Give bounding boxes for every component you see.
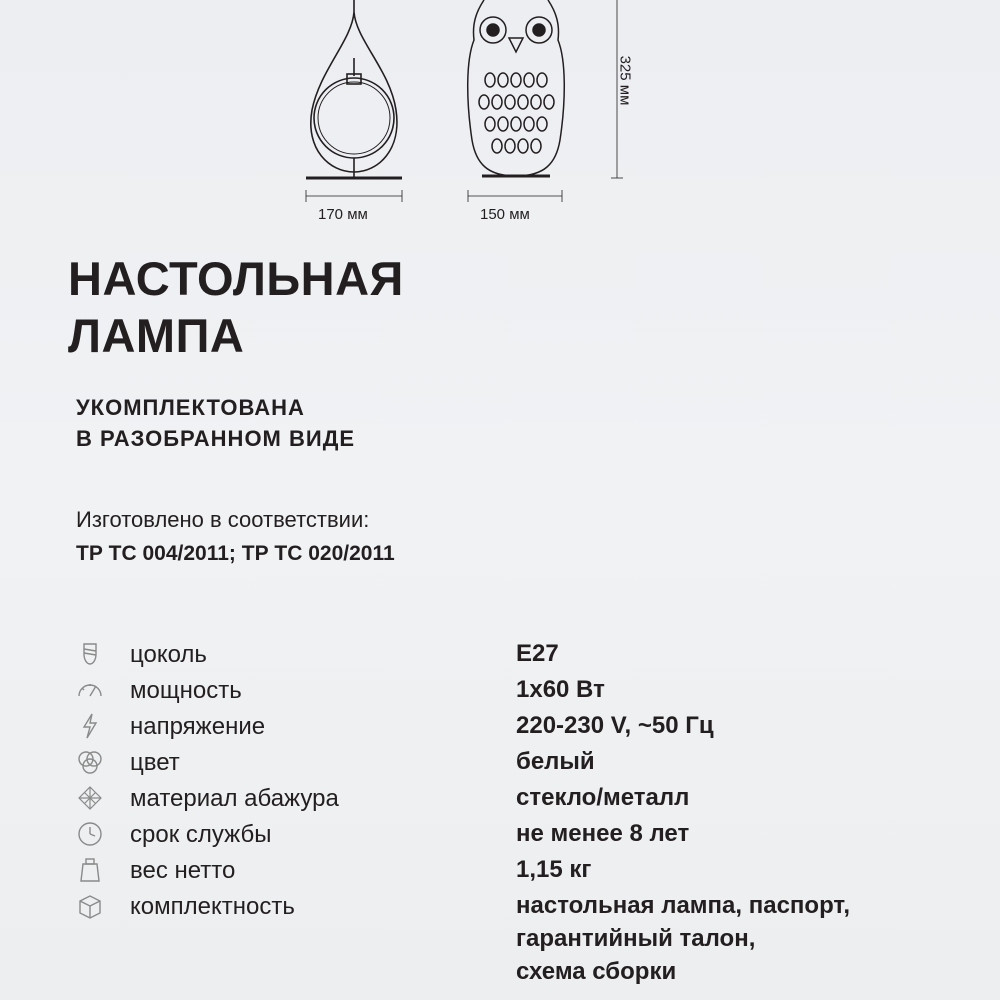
material-texture-icon bbox=[76, 784, 104, 812]
spec-value bbox=[516, 637, 559, 670]
spec-value-line: схема сборки bbox=[516, 958, 677, 985]
spec-value bbox=[516, 853, 591, 886]
spec-value-line: гарантийный талон, bbox=[516, 925, 756, 952]
spec-value bbox=[516, 781, 689, 814]
height-label: 325 мм bbox=[616, 55, 634, 106]
spec-label: цоколь bbox=[130, 641, 207, 668]
spec-value-line: белый bbox=[516, 748, 595, 775]
spec-value-line: 220-230 V, ~50 Гц bbox=[516, 712, 714, 739]
spec-value bbox=[516, 673, 605, 706]
spec-row-voltage bbox=[0, 708, 1000, 744]
power-gauge-icon bbox=[76, 676, 104, 704]
socket-icon bbox=[76, 640, 104, 668]
spec-value-line: E27 bbox=[516, 640, 559, 667]
spec-label: напряжение bbox=[130, 713, 266, 740]
product-title-line-2: ЛАМПА bbox=[68, 309, 245, 362]
drawings-svg bbox=[0, 0, 1000, 240]
spec-row-socket bbox=[0, 636, 1000, 672]
spec-value bbox=[516, 709, 714, 742]
spec-row-weight bbox=[0, 852, 1000, 888]
width-label-owl-lamp: 150 мм bbox=[480, 206, 530, 223]
box-icon bbox=[76, 892, 104, 920]
width-label-ring-lamp: 170 мм bbox=[318, 206, 368, 223]
assembly-note-line-2: В РАЗОБРАННОМ ВИДЕ bbox=[76, 426, 356, 451]
color-circles-icon bbox=[76, 748, 104, 776]
spec-value-line: 1х60 Вт bbox=[516, 676, 605, 703]
assembly-note bbox=[76, 392, 355, 454]
compliance-block bbox=[76, 503, 395, 571]
spec-value-line: 1,15 кг bbox=[516, 856, 592, 883]
spec-row-material bbox=[0, 780, 1000, 816]
ring-lamp-drawing bbox=[306, 0, 402, 178]
spec-label: комплектность bbox=[130, 893, 295, 920]
compliance-label: Изготовлено в соответствии: bbox=[76, 507, 370, 532]
spec-value-line: не менее 8 лет bbox=[516, 820, 690, 847]
assembly-note-line-1: УКОМПЛЕКТОВАНА bbox=[76, 395, 305, 420]
spec-value bbox=[516, 817, 689, 850]
spec-row-color bbox=[0, 744, 1000, 780]
spec-label: материал абажура bbox=[130, 785, 339, 812]
compliance-standards: ТР ТС 004/2011; ТР ТС 020/2011 bbox=[76, 542, 395, 565]
spec-value-line: стекло/металл bbox=[516, 784, 690, 811]
weight-icon bbox=[76, 856, 104, 884]
spec-row-contents bbox=[0, 888, 1000, 998]
spec-value-line: настольная лампа, паспорт, bbox=[516, 892, 851, 919]
spec-row-power bbox=[0, 672, 1000, 708]
owl-lamp-drawing bbox=[468, 0, 565, 176]
spec-row-lifetime bbox=[0, 816, 1000, 852]
product-drawings bbox=[0, 0, 1000, 240]
spec-value bbox=[516, 745, 595, 778]
spec-label: мощность bbox=[130, 677, 242, 704]
clock-icon bbox=[76, 820, 104, 848]
spec-label: цвет bbox=[130, 749, 180, 776]
spec-label: вес нетто bbox=[130, 857, 236, 884]
lightning-icon bbox=[76, 712, 104, 740]
product-title-line-1: НАСТОЛЬНАЯ bbox=[68, 252, 404, 305]
spec-value bbox=[516, 889, 850, 988]
product-title bbox=[68, 250, 404, 364]
spec-label: срок службы bbox=[130, 821, 272, 848]
